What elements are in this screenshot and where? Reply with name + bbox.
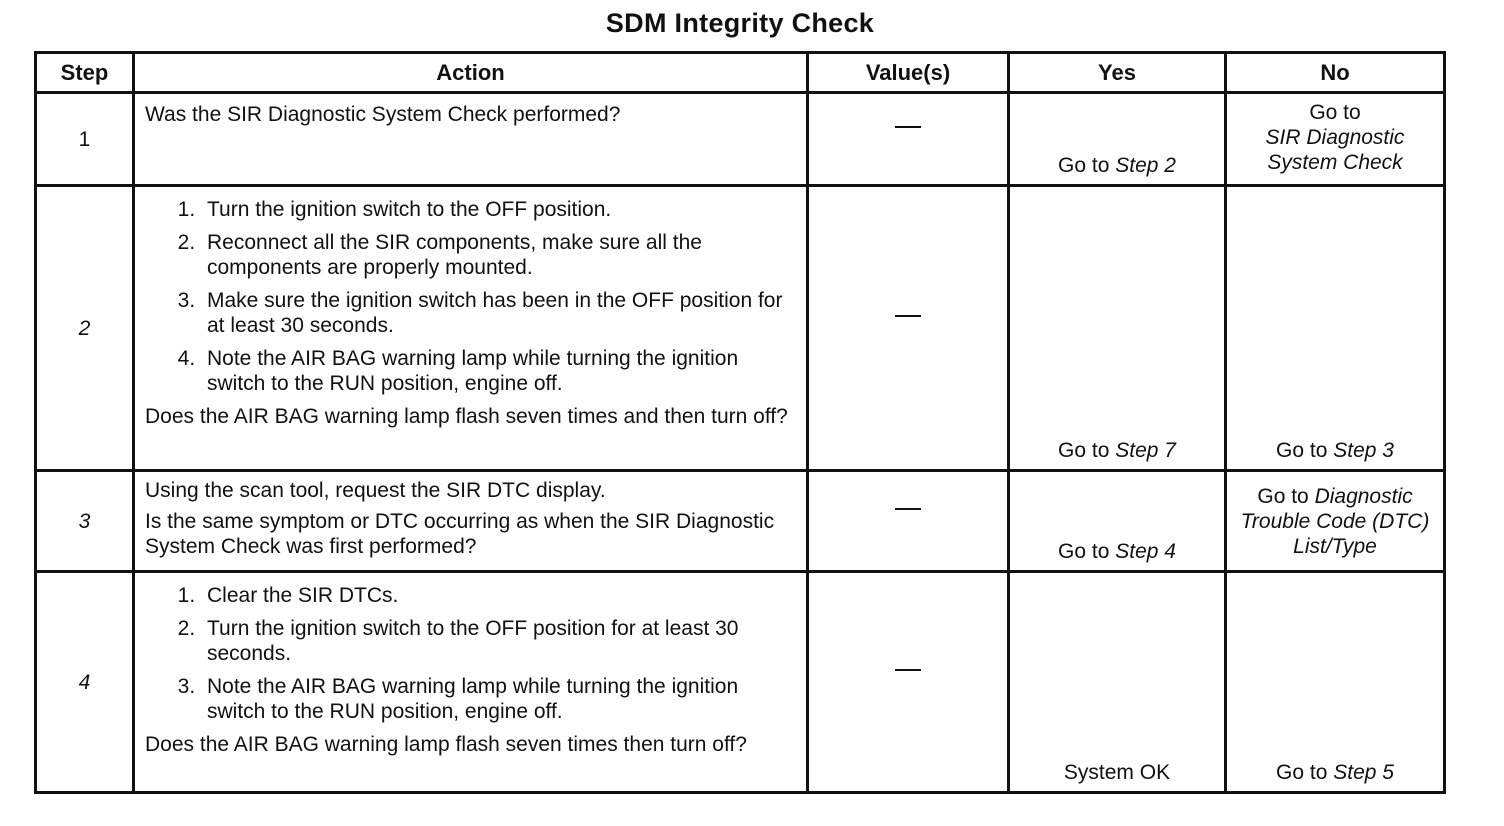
action-cell — [134, 93, 808, 186]
action-step: 3. Note the AIR BAG warning lamp while turning the ignition switch to the RUN position, engine off. — [201, 674, 796, 724]
step-number: 3 — [36, 471, 134, 572]
header-step: Step — [36, 53, 134, 93]
step-number: 4 — [36, 572, 134, 793]
no-prefix: Go to — [1309, 101, 1361, 124]
yes-prefix: Go to — [1058, 540, 1116, 563]
action-step: 2. Reconnect all the SIR components, make sure all the components are properly mounted. — [201, 230, 796, 280]
value-cell — [808, 572, 1009, 793]
header-no: No — [1226, 53, 1445, 93]
action-cell — [134, 572, 808, 793]
yes-step-link[interactable]: Step 4 — [1115, 540, 1176, 563]
no-prefix: Go to — [1276, 439, 1334, 462]
step-number: 2 — [36, 186, 134, 471]
page-title: SDM Integrity Check — [605, 8, 875, 38]
integrity-check-table — [34, 51, 1446, 794]
action-steps — [145, 197, 796, 396]
action-question: Does the AIR BAG warning lamp flash seven times and then turn off? — [145, 405, 788, 428]
action-step: 1. Clear the SIR DTCs. — [201, 583, 796, 608]
table-row — [36, 471, 1445, 572]
table-row — [36, 186, 1445, 471]
yes-prefix: Go to — [1058, 439, 1116, 462]
yes-text: System OK — [1063, 761, 1171, 784]
value-cell — [808, 186, 1009, 471]
yes-prefix: Go to — [1058, 154, 1116, 177]
no-cell — [1226, 471, 1445, 572]
value-dash — [895, 508, 921, 535]
table-row — [36, 93, 1445, 186]
action-question: Is the same symptom or DTC occurring as when the SIR Diagnostic System Check was first performed? — [145, 510, 775, 558]
no-ref-link[interactable]: Diagnostic Trouble Code (DTC) List/Type — [1240, 485, 1430, 558]
step-number: 1 — [36, 93, 134, 186]
yes-step-link[interactable]: Step 7 — [1115, 439, 1176, 462]
action-cell — [134, 471, 808, 572]
value-dash — [895, 126, 921, 153]
table-row — [36, 572, 1445, 793]
no-prefix: Go to — [1257, 485, 1315, 508]
header-action: Action — [134, 53, 808, 93]
yes-cell — [1009, 93, 1226, 186]
action-step: 4. Note the AIR BAG warning lamp while turning the ignition switch to the RUN position, engine off. — [201, 346, 796, 396]
no-ref-link[interactable]: Step 5 — [1333, 761, 1394, 784]
no-ref-link[interactable]: Step 3 — [1333, 439, 1394, 462]
value-dash — [895, 669, 921, 696]
no-cell — [1226, 186, 1445, 471]
no-cell — [1226, 93, 1445, 186]
header-yes: Yes — [1009, 53, 1226, 93]
yes-cell — [1009, 572, 1226, 793]
value-cell — [808, 93, 1009, 186]
no-ref-link[interactable]: SIR Diagnostic System Check — [1265, 126, 1405, 174]
no-cell — [1226, 572, 1445, 793]
action-lead: Using the scan tool, request the SIR DTC display. — [145, 479, 606, 502]
table-header-row — [36, 53, 1445, 93]
yes-cell — [1009, 186, 1226, 471]
yes-cell — [1009, 471, 1226, 572]
action-step: 2. Turn the ignition switch to the OFF position for at least 30 seconds. — [201, 616, 796, 666]
action-step: 3. Make sure the ignition switch has been in the OFF position for at least 30 seconds. — [201, 288, 796, 338]
action-question: Was the SIR Diagnostic System Check performed? — [145, 103, 621, 126]
no-prefix: Go to — [1276, 761, 1334, 784]
header-values: Value(s) — [808, 53, 1009, 93]
action-question: Does the AIR BAG warning lamp flash seven times then turn off? — [145, 733, 747, 756]
yes-step-link[interactable]: Step 2 — [1115, 154, 1176, 177]
action-cell — [134, 186, 808, 471]
action-steps — [145, 583, 796, 724]
action-step: 1. Turn the ignition switch to the OFF position. — [201, 197, 796, 222]
value-dash — [895, 315, 921, 342]
value-cell — [808, 471, 1009, 572]
